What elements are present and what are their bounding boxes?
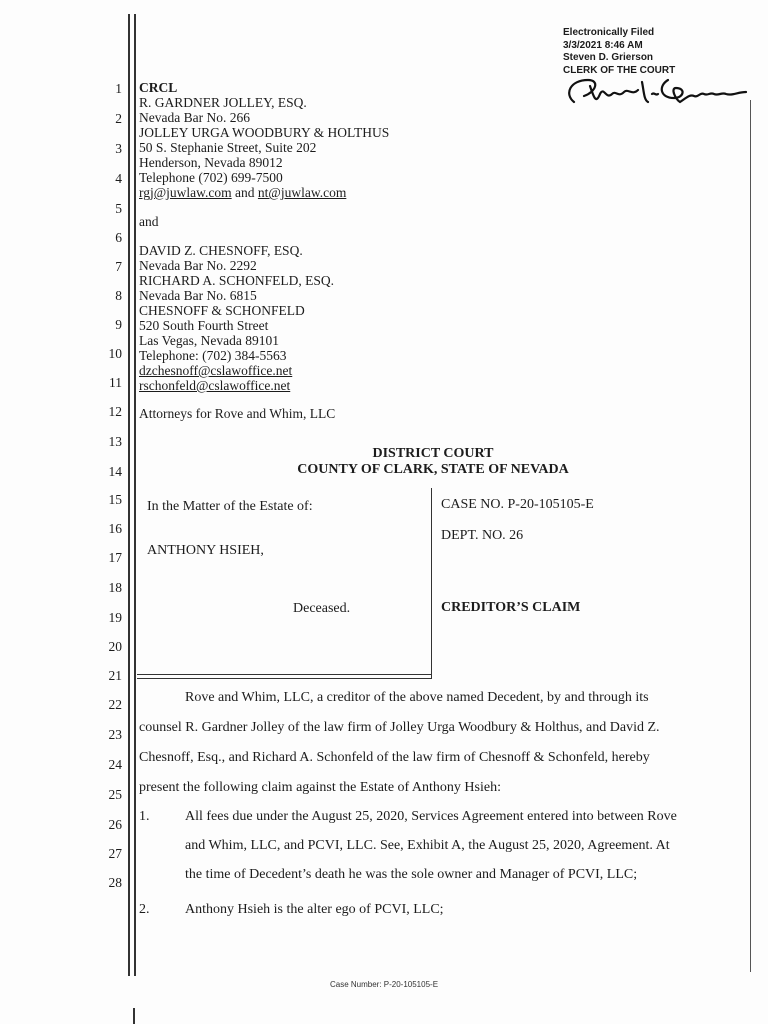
email-link[interactable]: nt@juwlaw.com — [257, 185, 347, 200]
body-line: Chesnoff, Esq., and Richard A. Schonfeld of the law firm of Chesnoff & Schonfeld, hereby — [139, 750, 650, 765]
bar-number: Nevada Bar No. 2292 — [139, 258, 257, 273]
line-number: 22 — [108, 697, 122, 712]
line-number: 9 — [115, 317, 122, 332]
bar-number: Nevada Bar No. 266 — [139, 110, 250, 125]
caption-bottom-rule — [137, 678, 432, 679]
line-number: 25 — [108, 787, 122, 802]
line-number: 26 — [108, 817, 122, 832]
firm-street: 520 South Fourth Street — [139, 318, 269, 333]
list-item-number: 1. — [139, 809, 150, 824]
attorney-name: RICHARD A. SCHONFELD, ESQ. — [139, 273, 335, 288]
line-number: 5 — [115, 201, 122, 216]
caption-deceased: Deceased. — [293, 601, 351, 616]
line-number: 15 — [108, 492, 122, 507]
body-line: the time of Decedent’s death he was the sole owner and Manager of PCVI, LLC; — [185, 867, 638, 882]
line-number: 13 — [108, 434, 122, 449]
line-number: 6 — [115, 230, 122, 245]
and-separator: and — [139, 214, 159, 229]
caption-decedent-name: ANTHONY HSIEH, — [147, 543, 264, 558]
line-number: 4 — [115, 171, 122, 186]
next-page-margin-rule — [133, 1008, 135, 1024]
body-line: Anthony Hsieh is the alter ego of PCVI, LLC; — [185, 902, 444, 917]
court-heading — [139, 446, 727, 478]
firm-name: CHESNOFF & SCHONFELD — [139, 303, 305, 318]
stamp-clerk-name: Steven D. Grierson — [563, 52, 654, 63]
line-number: 14 — [108, 464, 122, 479]
line-number: 7 — [115, 259, 122, 274]
line-number: 18 — [108, 580, 122, 595]
line-number: 12 — [108, 404, 122, 419]
firm-city: Henderson, Nevada 89012 — [139, 155, 283, 170]
stamp-filed: Electronically Filed — [563, 27, 655, 38]
body-line: present the following claim against the Estate of Anthony Hsieh: — [139, 780, 501, 795]
right-margin-rule — [750, 100, 751, 972]
body-line: and Whim, LLC, and PCVI, LLC. See, Exhibit A, the August 25, 2020, Agreement. At — [185, 838, 670, 853]
clerk-signature-icon — [560, 72, 760, 114]
email-link[interactable]: rgj@juwlaw.com — [139, 185, 232, 200]
line-number: 17 — [108, 550, 122, 565]
caption-matter: In the Matter of the Estate of: — [147, 499, 313, 514]
stamp-date: 3/3/2021 8:46 AM — [563, 39, 643, 51]
email-conjunction: and — [235, 185, 255, 200]
court-county: COUNTY OF CLARK, STATE OF NEVADA — [297, 462, 569, 477]
line-number: 10 — [108, 346, 122, 361]
left-margin-rule-inner — [134, 14, 136, 976]
email-link[interactable]: dzchesnoff@cslawoffice.net — [139, 363, 293, 378]
line-number: 1 — [115, 81, 122, 96]
left-margin-rule-outer — [128, 14, 130, 976]
line-number: 23 — [108, 727, 122, 742]
firm-phone: Telephone: (702) 384-5563 — [139, 348, 287, 363]
line-number: 19 — [108, 610, 122, 625]
line-number: 3 — [115, 141, 122, 156]
line-number: 16 — [108, 521, 122, 536]
firm-name: JOLLEY URGA WOODBURY & HOLTHUS — [139, 125, 390, 140]
court-name: DISTRICT COURT — [372, 446, 494, 461]
body-line: Rove and Whim, LLC, a creditor of the above named Decedent, by and through its — [185, 690, 649, 705]
line-number: 11 — [109, 375, 122, 390]
line-number: 20 — [108, 639, 122, 654]
case-number: CASE NO. P-20-105105-E — [441, 497, 594, 512]
body-line: All fees due under the August 25, 2020, Services Agreement entered into between Rove — [185, 809, 677, 824]
line-number: 2 — [115, 111, 122, 126]
list-item-number: 2. — [139, 902, 150, 917]
bar-number: Nevada Bar No. 6815 — [139, 288, 257, 303]
firm-phone: Telephone (702) 699-7500 — [139, 170, 283, 185]
line-number: 8 — [115, 288, 122, 303]
line-number: 28 — [108, 875, 122, 890]
electronic-filing-stamp — [563, 27, 675, 77]
attorney-name: R. GARDNER JOLLEY, ESQ. — [139, 95, 307, 110]
line-number: 24 — [108, 757, 122, 772]
firm-emails — [139, 185, 389, 200]
caption-divider — [431, 488, 432, 678]
body-line: counsel R. Gardner Jolley of the law firm of Jolley Urga Woodbury & Holthus, and David Z. — [139, 720, 660, 735]
caption-bottom-rule — [137, 674, 432, 675]
department-number: DEPT. NO. 26 — [441, 528, 524, 543]
email-link[interactable]: rschonfeld@cslawoffice.net — [139, 378, 291, 393]
firm-street: 50 S. Stephanie Street, Suite 202 — [139, 140, 317, 155]
document-code: CRCL — [139, 80, 178, 95]
attorney-name: DAVID Z. CHESNOFF, ESQ. — [139, 243, 303, 258]
footer-case-number: Case Number: P-20-105105-E — [329, 980, 439, 989]
firm-city: Las Vegas, Nevada 89101 — [139, 333, 279, 348]
line-number: 27 — [108, 846, 122, 861]
document-title: CREDITOR’S CLAIM — [441, 600, 581, 615]
stamp-clerk-title: CLERK OF THE COURT — [563, 64, 676, 76]
line-number: 21 — [108, 668, 122, 683]
attorneys-for: Attorneys for Rove and Whim, LLC — [139, 406, 336, 421]
attorney-header-block — [139, 80, 389, 421]
